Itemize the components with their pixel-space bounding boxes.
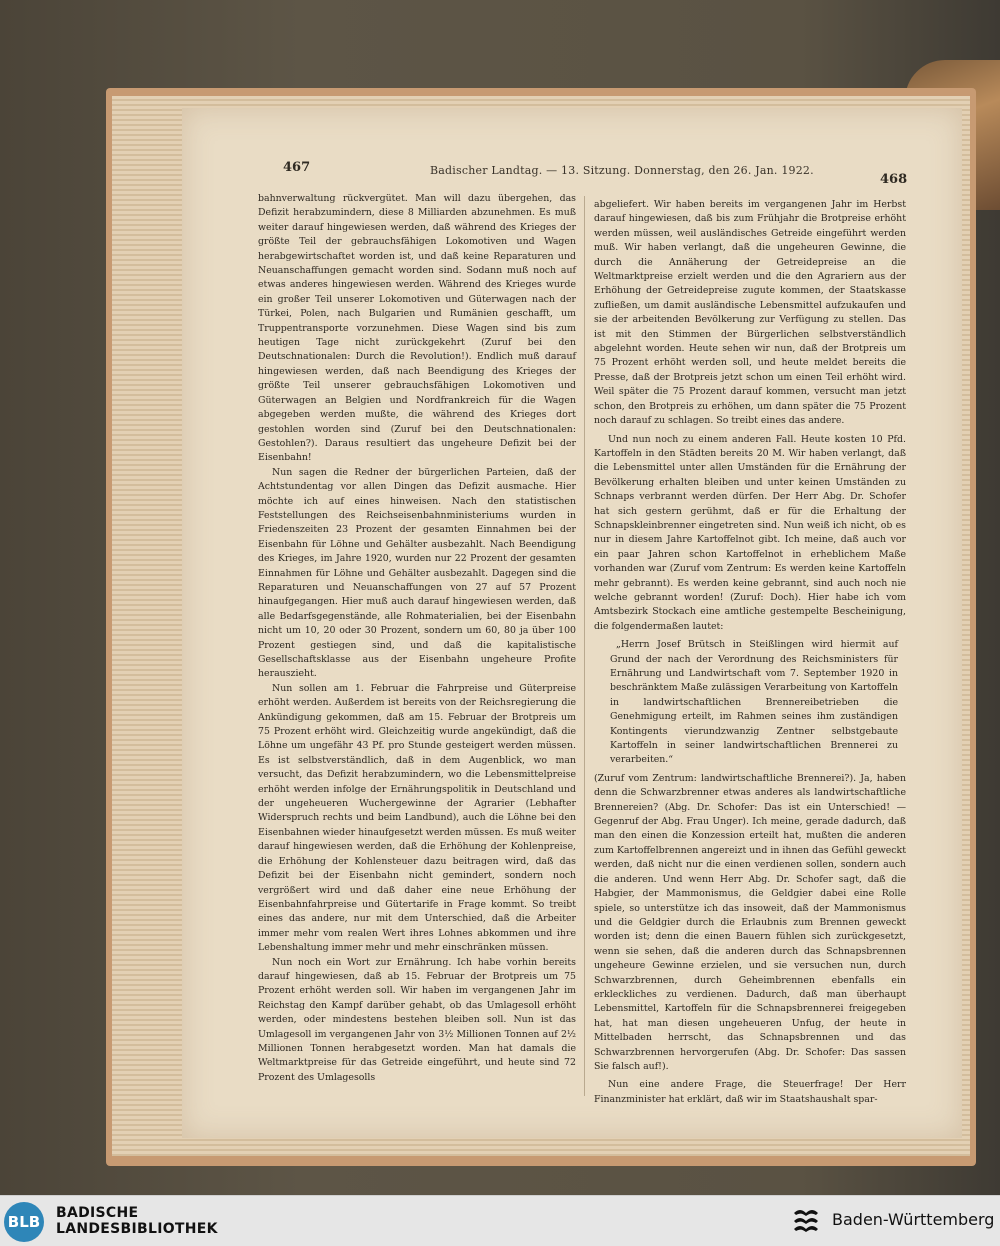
paragraph: (Zuruf vom Zentrum: landwirtschaftliche Brennerei?). Ja, haben denn die Schwarzbrenner etwas anderes als landwirtschaftliche Brennereien? (Abg. Dr. Schofer: Das ist ein Unterschied! — Gegenruf der Abg. Frau Unger). Ich meine, gerade dadurch, daß man den einen die Konzession erteilt hat, mußten die anderen zum Kartoffelbrennen angereizt und in ihnen das Gefühl geweckt werden, daß nicht nur die einen verdienen sollen, sondern auch die anderen. Und wenn Herr Abg. Dr. Schofer sagt, daß die Habgier, der Mammonismus, die Geldgier dabei eine Rolle spiele, so unterstütze ich das insoweit, daß der Mammonismus und die Geldgier durch die Erlaubnis zum Brennen geweckt worden ist; denn die einen Bauern fühlen sich zurückgesetzt, wenn sie sehen, daß die anderen durch das Schnapsbrennen ungeheure Gewinne erzielen, und sie versuchen nun, durch Schwarzbrennen, durch Geheimbrennen ebenfalls ein erkleckliches zu verdienen. Dadurch, daß man überhaupt Lebensmittel, Kartoffeln für die Schnapsbrennerei freigegeben hat, hat man diesen ungeheueren Unfug, der heute in Mittelbaden herrscht, das Schnapsbrennen und das Schwarzbrennen hervorgerufen (Abg. Dr. Schofer: Das sassen Sie falsch auf!).: [594, 772, 906, 1072]
library-name-line2: LANDESBIBLIOTHEK: [56, 1221, 218, 1237]
paragraph: bahnverwaltung rückvergütet. Man will dazu übergehen, das Defizit herabzumindern, diese 8 Milliarden abzunehmen. Es muß weiter darauf hingewiesen werden, daß während des Krieges der größte Teil der gebrauchsfähigen Lokomotiven und Wagen herabgewirtschaftet worden ist, und daß keine Reparaturen und Neuanschaffungen gemacht worden sind. Sodann muß noch auf etwas anderes hingewiesen werden. Während des Krieges wurde ein großer Teil unserer Lokomotiven und Güterwagen nach der Türkei, Polen, nach Bulgarien und Rumänien geschafft, um Truppentransporte vorzunehmen. Diese Wagen sind bis zum heutigen Tage nicht zurückgekehrt (Zuruf bei den Deutschnationalen: Durch die Revolution!). Endlich muß darauf hingewiesen werden, daß nach Beendigung des Krieges der größte Teil unserer gebrauchsfähigen Lokomotiven und Güterwagen an Belgien und Nordfrankreich für die Wagen abgegeben werden mußte, die während des Krieges dort gestohlen worden sind (Zuruf bei den Deutschnationalen: Gestohlen?). Daraus resultiert das ungeheure Defizit bei der Eisenbahn!: [258, 193, 576, 464]
column-divider: [584, 196, 585, 1096]
library-name[interactable]: [56, 1205, 218, 1237]
quotation: „Herrn Josef Brütsch in Steißlingen wird hiermit auf Grund der nach der Verordnung des Reichsministers für Ernährung und Landwirtschaft vom 7. September 1920 in beschränktem Maße zulässigen Verarbeitung von Kartoffeln in landwirtschaftlichen Brennereibetrieben die Genehmigung erteilt, im Rahmen seines ihm zuständigen Kontingents vierundzwanzig Zentner selbstgebaute Kartoffeln in seiner landwirtschaftlichen Brennerei zu verarbeiten.“: [610, 639, 898, 766]
page-number-right: 468: [880, 172, 908, 187]
state-coat-of-arms-icon: [790, 1205, 822, 1237]
paragraph: Nun eine andere Frage, die Steuerfrage! Der Herr Finanzminister hat erklärt, daß wir im Staatshaushalt spar-: [594, 1079, 906, 1105]
page-number-left: 467: [283, 160, 311, 175]
blb-logo[interactable]: BLB: [4, 1202, 44, 1242]
left-column: [258, 192, 576, 1085]
footer-bar: [0, 1195, 1000, 1246]
state-name[interactable]: Baden-Württemberg: [832, 1210, 995, 1229]
paragraph: Nun noch ein Wort zur Ernährung. Ich habe vorhin bereits darauf hingewiesen, daß ab 15. Februar der Brotpreis um 75 Prozent erhöht werden soll. Wir haben im vergangenen Jahr im Reichstag den Kampf darüber gehabt, ob das Umlagesoll erhöht werden, oder mindestens bestehen bleiben soll. Nun ist das Umlagesoll im vergangenen Jahr von 3½ Millionen Tonnen auf 2½ Millionen Tonnen herabgesetzt worden. Man hat damals die Weltmarktpreise für das Getreide eingeführt, und heute sind 72 Prozent des Umlagesolls: [258, 956, 576, 1083]
running-head-title: Badischer Landtag. — 13. Sitzung. Donnerstag, den 26. Jan. 1922.: [430, 164, 814, 177]
paragraph: Nun sagen die Redner der bürgerlichen Parteien, daß der Achtstundentag vor allen Dingen das Defizit ausmache. Hier möchte ich auf eines hinweisen. Nach den statistischen Feststellungen des Reichseisenbahnministeriums wurden in Friedenszeiten 23 Prozent der gesamten Einnahmen bei der Eisenbahn für Löhne und Gehälter ausbezahlt. Nach Beendigung des Krieges, im Jahre 1920, wurden nur 22 Prozent der gesamten Einnahmen für Löhne und Gehälter ausbezahlt. Dagegen sind die Reparaturen und Neuanschaffungen von 27 auf 57 Prozent hinaufgegangen. Hier muß auch darauf hingewiesen werden, daß alle Bedarfsgegenstände, alle Rohmaterialien, bei der Eisenbahn nicht um 10, 20 oder 30 Prozent, sondern um 60, 80 ja über 100 Prozent gestiegen sind, und daß die kapitalistische Gesellschaftsklasse aus der Eisenbahn ungeheure Profite herauszieht.: [258, 466, 576, 680]
paragraph: abgeliefert. Wir haben bereits im vergangenen Jahr im Herbst darauf hingewiesen, daß bis zum Frühjahr die Brotpreise erhöht werden müssen, weil ausländisches Getreide eingeführt werden muß. Wir haben verlangt, daß die ungeheuren Gewinne, die durch die Annäherung der Getreidepreise an die Weltmarktpreise erzielt werden und die den Agrariern aus der Erhöhung der Getreidepreise zugute kommen, der Staatskasse zufließen, um damit ausländische Lebensmittel aufzukaufen und sie der arbeitenden Bevölkerung zur Verfügung zu stellen. Das ist mit den Stimmen der Bürgerlichen selbstverständlich abgelehnt worden. Heute sehen wir nun, daß der Brotpreis um 75 Prozent erhöht werden soll, und heute meldet bereits die Presse, daß der Brotpreis jetzt schon um einen Teil erhöht wird. Weil später die 75 Prozent darauf kommen, versucht man jetzt schon, den Brotpreis zu erhöhen, um dann später die 75 Prozent noch darauf zu schlagen. So treibt eines das andere.: [594, 199, 906, 427]
paragraph: Nun sollen am 1. Februar die Fahrpreise und Güterpreise erhöht werden. Außerdem ist bereits von der Reichsregierung die Ankündigung gekommen, daß am 15. Februar der Brotpreis um 75 Prozent erhöht wird. Gleichzeitig wurde angekündigt, daß die Löhne um ungefähr 43 Pf. pro Stunde gesteigert werden müssen. Es ist selbstverständlich, daß in dem Augenblick, wo man versucht, das Defizit herabzumindern, wo die Lebensmittelpreise erhöht werden infolge der Ernährungspolitik in Deutschland und der ungeheueren Wuchergewinne der Agrarier (Lebhafter Widerspruch rechts und beim Landbund), auch die Löhne bei den Eisenbahnen wieder hinaufgesetzt werden müssen. Es muß weiter darauf hingewiesen werden, daß die Erhöhung der Kohlenpreise, die Erhöhung der Kohlensteuer dazu beitragen wird, daß das Defizit bei der Eisenbahn nicht gemindert, sondern noch vergrößert wird und daß daher eine neue Erhöhung der Eisenbahnfahrpreise und Gütertarife in Frage kommt. So treibt eines das andere, nur mit dem Unterschied, daß die Arbeiter immer mehr vom realen Wert ihres Lohnes abkommen und ihre Lebenshaltung immer mehr und mehr einschränken müssen.: [258, 682, 576, 954]
library-name-line1: BADISCHE: [56, 1205, 139, 1221]
right-column: [594, 198, 906, 1107]
paragraph: Und nun noch zu einem anderen Fall. Heute kosten 10 Pfd. Kartoffeln in den Städten bereits 20 M. Wir haben verlangt, daß die Lebensmittel unter allen Umständen für die Ernährung der Bevölkerung erhalten bleiben und unter keinen Umständen zu Schnaps verbrannt werden dürfen. Der Herr Abg. Dr. Schofer hat sich gestern gerühmt, daß er für die Erhaltung der Schnapskleinbrenner eingetreten sind. Nun weiß ich nicht, ob es nur in diesem Jahre Kartoffelnot gibt. Ich meine, daß auch vor ein paar Jahren schon Kartoffelnot in erheblichem Maße vorhanden war (Zuruf vom Zentrum: Es werden keine Kartoffeln mehr gebrannt). Es werden keine gebrannt, sind auch noch nie welche gebrannt worden! (Zuruf: Doch). Hier habe ich vom Amtsbezirk Stockach eine amtliche gestempelte Bescheinigung, die folgendermaßen lautet:: [594, 433, 906, 632]
